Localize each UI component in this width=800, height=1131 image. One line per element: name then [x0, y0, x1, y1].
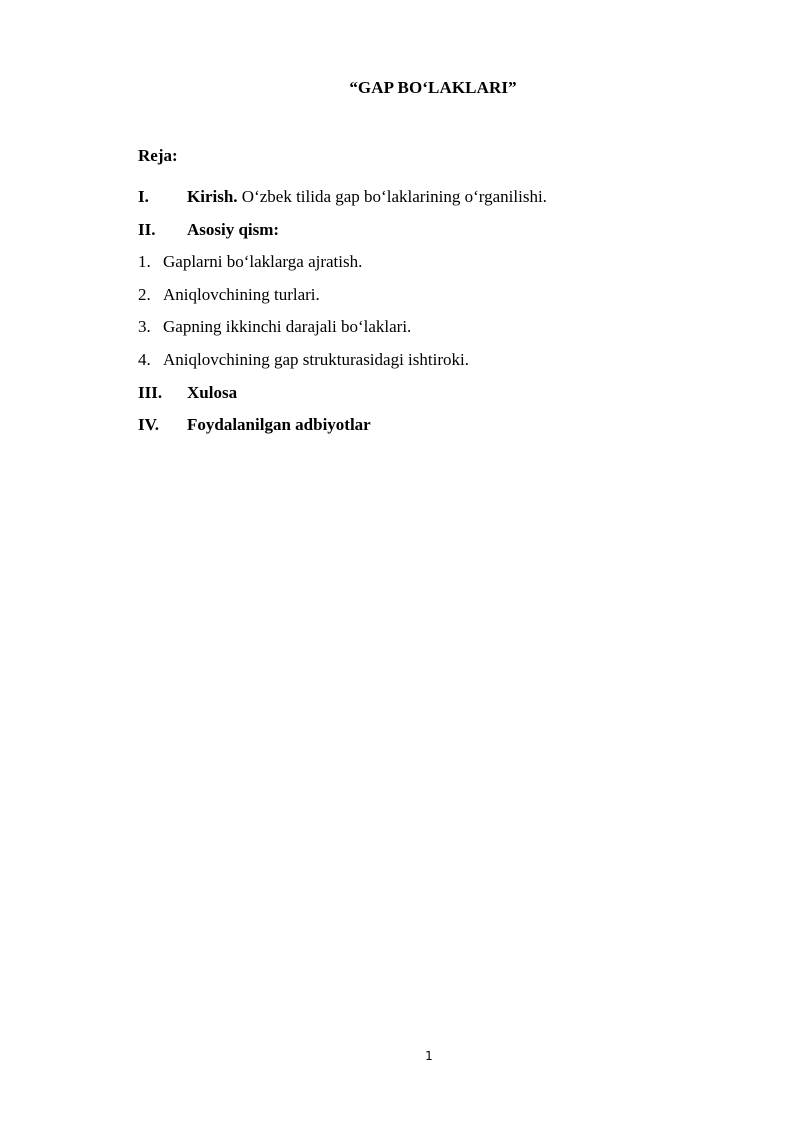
subitem-text: Aniqlovchining turlari.	[163, 284, 320, 304]
plan-list	[138, 186, 698, 447]
section-bold-text: Kirish.	[187, 187, 238, 206]
section-marker: IV.	[138, 415, 159, 435]
page-number: 1	[425, 1049, 433, 1063]
plan-subitem-3	[138, 316, 698, 349]
section-text: O‘zbek tilida gap bo‘laklarining o‘rganilishi.	[237, 187, 547, 206]
section-bold-text: Asosiy qism:	[187, 219, 280, 239]
plan-section-3	[138, 382, 698, 415]
subitem-marker: 1.	[138, 252, 151, 272]
plan-subitem-1	[138, 251, 698, 284]
subitem-marker: 3.	[138, 317, 151, 337]
section-bold-text: Xulosa	[187, 382, 238, 402]
plan-section-4	[138, 414, 698, 447]
subitem-marker: 4.	[138, 349, 151, 369]
document-title: “GAP BO‘LAKLARI”	[349, 78, 517, 97]
subitem-marker: 2.	[138, 284, 151, 304]
section-marker: III.	[138, 382, 163, 402]
subitem-text: Gapning ikkinchi darajali bo‘laklari.	[163, 317, 412, 337]
plan-subitem-2	[138, 284, 698, 317]
section-bold-text: Foydalanilgan adbiyotlar	[187, 415, 371, 435]
plan-heading: Reja:	[138, 146, 178, 165]
plan-section-2	[138, 219, 698, 252]
section-marker: I.	[138, 187, 149, 206]
subitem-text: Aniqlovchining gap strukturasidagi ishtiroki.	[163, 349, 469, 369]
section-marker: II.	[138, 219, 156, 239]
plan-section-1	[138, 186, 698, 219]
subitem-text: Gaplarni bo‘laklarga ajratish.	[163, 252, 363, 272]
plan-subitem-4	[138, 349, 698, 382]
